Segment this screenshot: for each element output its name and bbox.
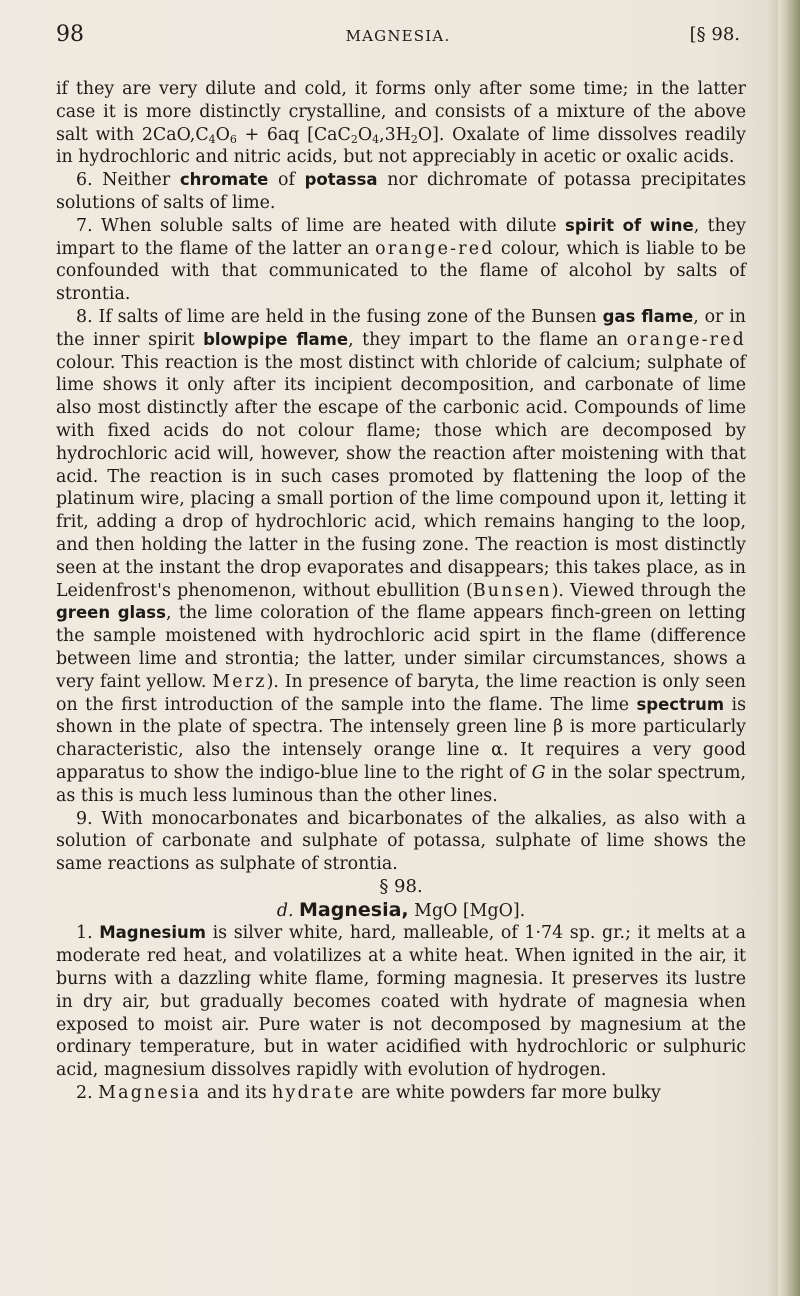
section-reference: [§ 98. <box>689 24 740 45</box>
running-header <box>56 22 740 58</box>
page-body <box>56 78 746 1105</box>
paragraph-8: 8. If salts of lime are held in the fusing zone of the Bunsen gas flame, or in the inner spirit blowpipe flame, they impart to the flame an orange-red colour. This reaction is the most distinct with chloride of calcium; sulphate of lime shows it only after its incipient decomposition, and carbonate of lime also most distinctly after the escape of the carbonic acid. Compounds of lime with fixed acids do not colour flame; those which are decomposed by hydrochloric acid will, however, show the reaction after moistening with that acid. The reaction is in such cases promoted by flattening the loop of the platinum wire, placing a small portion of the lime compound upon it, letting it frit, adding a drop of hydrochloric acid, which remains hanging to the loop, and then holding the latter in the fusing zone. The reaction is most distinctly seen at the instant the drop evaporates and disappears; this takes place, as in Leidenfrost's phenomenon, without ebullition (Bunsen). Viewed through the green glass, the lime coloration of the flame appears finch-green on letting the sample moistened with hydrochloric acid spirt in the flame (difference between lime and strontia; the latter, under similar circumstances, shows a very faint yellow. Merz). In presence of baryta, the lime reaction is only seen on the first introduction of the sample into the flame. The lime spectrum is shown in the plate of spectra. The intensely green line β is more particularly characteristic, also the intensely orange line α. It requires a very good apparatus to show the indigo-blue line to the right of G in the solar spectrum, as this is much less luminous than the other lines. <box>56 306 747 806</box>
paragraph-6: 6. Neither chromate of potassa nor dichromate of potassa precipitates solutions of salts of lime. <box>56 170 747 213</box>
page-number: 98 <box>56 22 84 47</box>
paragraph-7: 7. When soluble salts of lime are heated with dilute spirit of wine, they impart to the flame of the latter an orange-red colour, which is liable to be confounded with that communicated to the flame of alcohol by salts of strontia. <box>56 215 746 305</box>
page-edge <box>778 0 800 1296</box>
running-title: MAGNESIA. <box>345 27 451 45</box>
paragraph-magnesium-2: 2. Magnesia and its hydrate are white powders far more bulky <box>76 1083 661 1104</box>
section-heading: d. Magnesia, MgO [MgO]. <box>276 898 526 921</box>
paragraph-9: 9. With monocarbonates and bicarbonates of the alkalies, as also with a solution of carbonate and sulphate of potassa, sulphate of lime shows the same reactions as sulphate of strontia. <box>56 808 746 875</box>
paragraph-oxalate: if they are very dilute and cold, it forms only after some time; in the latter case it is more distinctly crystalline, and consists of a mixture of the above salt with $2CaO,C_4O_6 + 6aq$ $[CaC_2O_4,3H_2O]$. Oxalate of lime dissolves readily in hydrochloric and nitric acids, but not appreciably in acetic or oxalic acids. <box>56 79 746 168</box>
paragraph-magnesium-1: 1. Magnesium is silver white, hard, malleable, of 1·74 sp. gr.; it melts at a moderate red heat, and volatilizes at a white heat. When ignited in the air, it burns with a dazzling white flame, forming magnesia. It preserves its lustre in dry air, but gradually becomes coated with hydrate of magnesia when exposed to moist air. Pure water is not decomposed by magnesium at the ordinary temperature, but in water acidified with hydrochloric or sulphuric acid, magnesium dissolves rapidly with evolution of hydrogen. <box>56 923 746 1081</box>
section-mark: § 98. <box>379 875 423 897</box>
